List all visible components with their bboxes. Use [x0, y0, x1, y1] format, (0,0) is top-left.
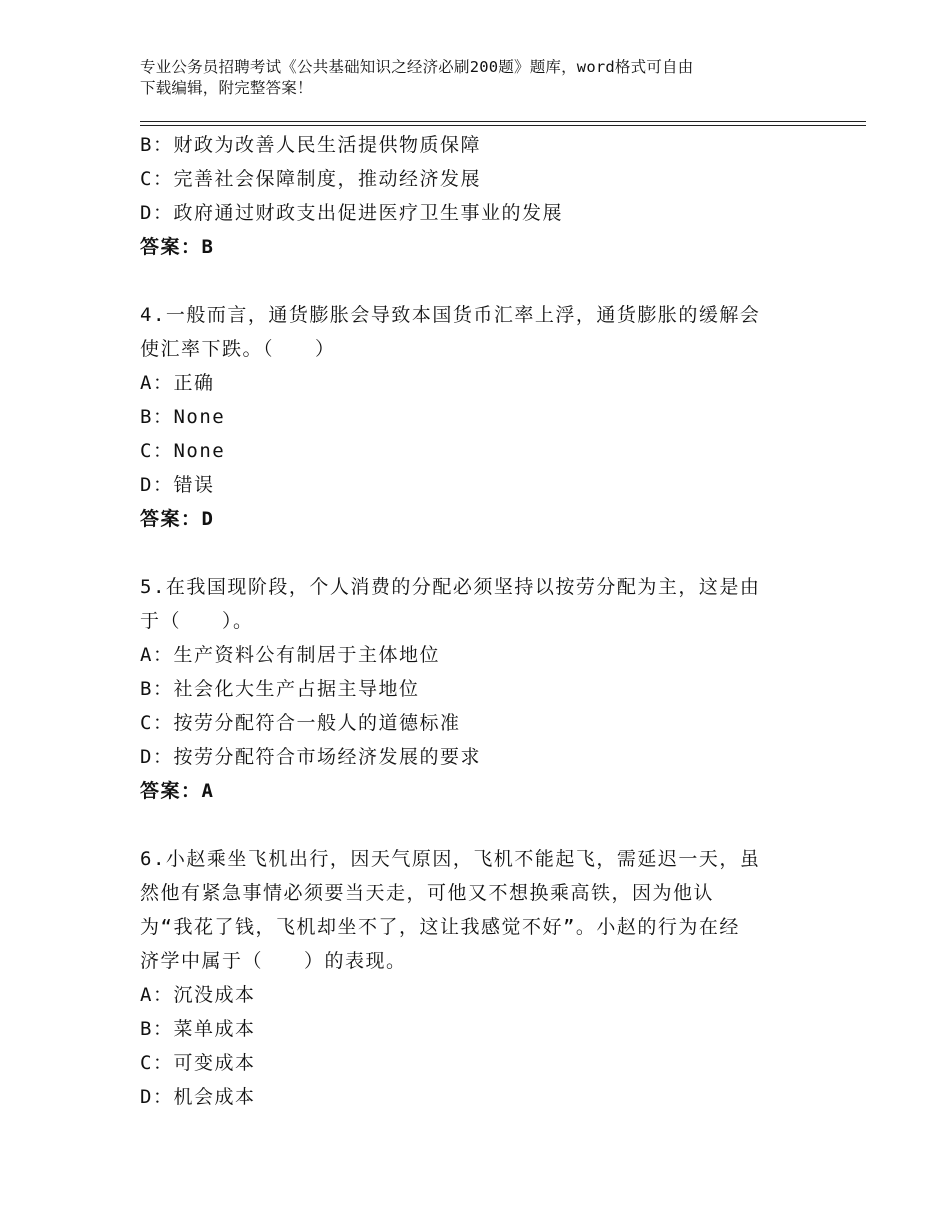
option-d: D：政府通过财政支出促进医疗卫生事业的发展: [140, 202, 563, 224]
option-b: B：社会化大生产占据主导地位: [140, 678, 420, 700]
question-list: [140, 128, 810, 1114]
question-stem-line: 4.一般而言，通货膨胀会导致本国货币汇率上浮，通货膨胀的缓解会: [140, 304, 761, 326]
header-rule-bottom: [140, 125, 866, 126]
spacer: [140, 264, 810, 298]
spacer: [140, 536, 810, 570]
answer: 答案：A: [140, 780, 215, 802]
option-c: C：None: [140, 440, 226, 462]
question-4: [140, 298, 810, 536]
option-b: B：菜单成本: [140, 1018, 256, 1040]
question-3: [140, 128, 810, 264]
question-6: [140, 842, 810, 1114]
option-d: D：按劳分配符合市场经济发展的要求: [140, 746, 481, 768]
question-stem-line: 6.小赵乘坐飞机出行，因天气原因，飞机不能起飞，需延迟一天，虽: [140, 848, 761, 870]
document-header: [140, 57, 840, 99]
question-5: [140, 570, 810, 808]
option-a: A：正确: [140, 372, 215, 394]
header-line-2: 下载编辑，附完整答案！: [140, 79, 313, 97]
question-stem-line: 然他有紧急事情必须要当天走，可他又不想换乘高铁，因为他认: [140, 882, 715, 904]
answer: 答案：B: [140, 236, 215, 258]
option-a: A：生产资料公有制居于主体地位: [140, 644, 440, 666]
option-c: C：按劳分配符合一般人的道德标准: [140, 712, 461, 734]
option-b: B：财政为改善人民生活提供物质保障: [140, 134, 481, 156]
question-stem-line: 济学中属于（ ）的表现。: [140, 950, 407, 972]
option-d: D：机会成本: [140, 1086, 256, 1108]
question-stem-line: 为“我花了钱，飞机却坐不了，这让我感觉不好”。小赵的行为在经: [140, 916, 740, 938]
spacer: [140, 808, 810, 842]
option-a: A：沉没成本: [140, 984, 256, 1006]
header-line-1: 专业公务员招聘考试《公共基础知识之经济必刷200题》题库，word格式可自由: [140, 58, 694, 76]
question-stem-line: 使汇率下跌。（ ）: [140, 338, 336, 360]
option-c: C：可变成本: [140, 1052, 256, 1074]
question-stem-line: 5.在我国现阶段，个人消费的分配必须坚持以按劳分配为主，这是由: [140, 576, 761, 598]
option-d: D：错误: [140, 474, 215, 496]
option-b: B：None: [140, 406, 226, 428]
question-stem-line: 于（ ）。: [140, 610, 254, 632]
answer: 答案：D: [140, 508, 215, 530]
option-c: C：完善社会保障制度，推动经济发展: [140, 168, 481, 190]
header-rule-top: [140, 121, 866, 122]
